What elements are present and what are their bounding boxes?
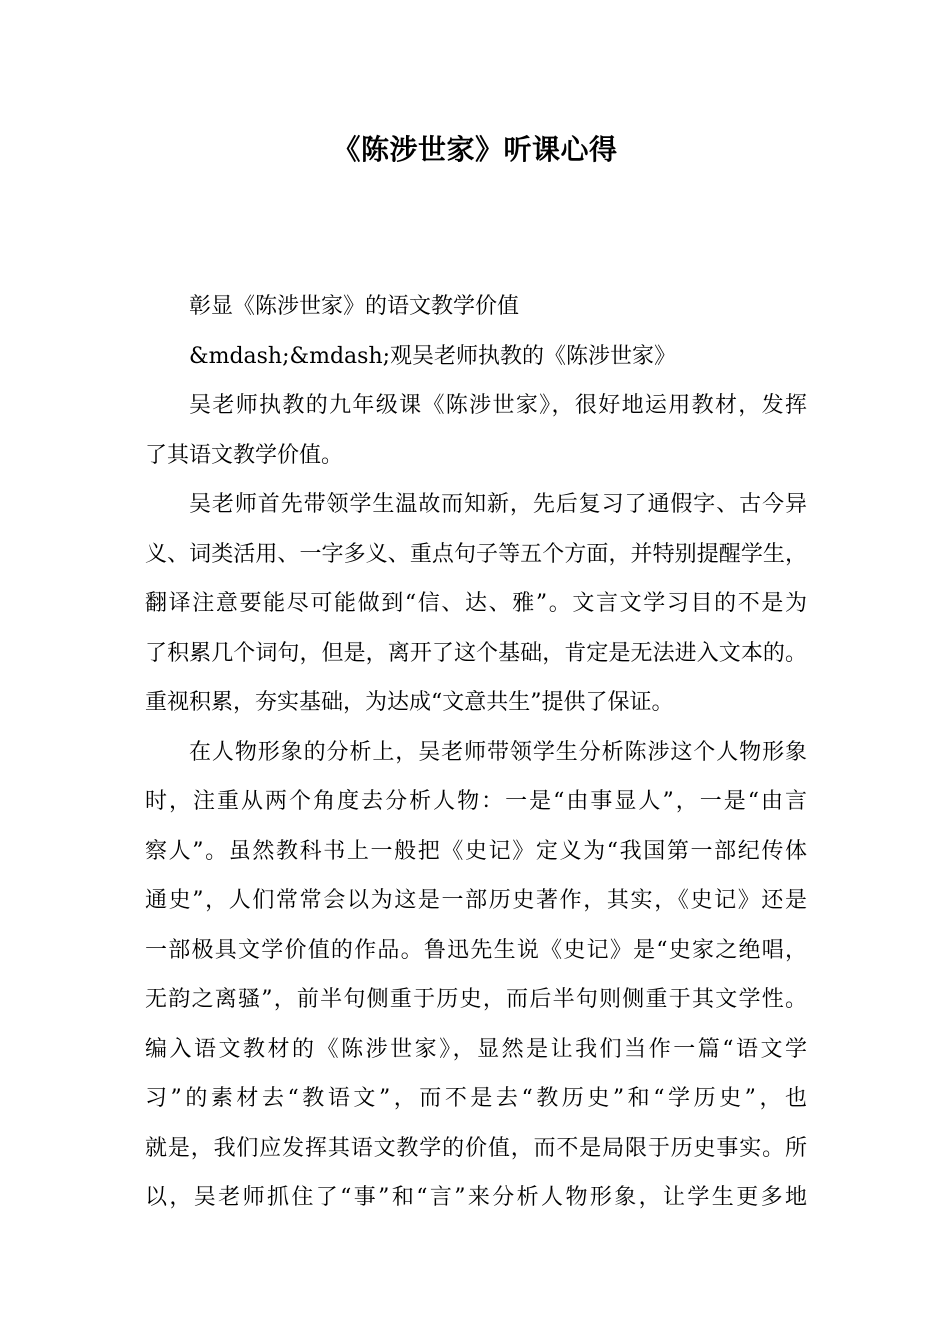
- body-line: 时，注重从两个角度去分析人物：一是“由事显人”，一是“由言: [145, 789, 807, 814]
- body-line: 了其语文教学价值。: [145, 442, 344, 468]
- body-line: 一部极具文学价值的作品。鲁迅先生说《史记》是“史家之绝唱，: [145, 937, 807, 963]
- body-line: 察人”。虽然教科书上一般把《史记》定义为“我国第一部纪传体: [145, 838, 807, 864]
- body-line: &mdash;&mdash;观吴老师执教的《陈涉世家》: [189, 343, 677, 369]
- body-line: 在人物形象的分析上，吴老师带领学生分析陈涉这个人物形象: [189, 739, 807, 765]
- body-line: 了积累几个词句，但是，离开了这个基础，肯定是无法进入文本的。: [145, 640, 807, 666]
- body-line: 吴老师首先带领学生温故而知新，先后复习了通假字、古今异: [189, 492, 807, 517]
- body-line: 通史”，人们常常会以为这是一部历史著作，其实，《史记》还是: [145, 888, 807, 913]
- body-line: 重视积累，夯实基础，为达成“文意共生”提供了保证。: [145, 690, 674, 715]
- body-line: 义、词类活用、一字多义、重点句子等五个方面，并特别提醒学生，: [145, 541, 807, 567]
- body-line: 吴老师执教的九年级课《陈涉世家》，很好地运用教材，发挥: [189, 393, 807, 418]
- document-body: [145, 282, 807, 1223]
- body-line: 就是，我们应发挥其语文教学的价值，而不是局限于历史事实。所: [145, 1135, 807, 1161]
- body-line: 彰显《陈涉世家》的语文教学价值: [189, 294, 520, 319]
- body-line: 无韵之离骚”，前半句侧重于历史，而后半句则侧重于其文学性。: [145, 987, 807, 1012]
- body-line: 翻译注意要能尽可能做到“信、达、雅”。文言文学习目的不是为: [145, 591, 807, 616]
- body-line: 习”的素材去“教语文”，而不是去“教历史”和“学历史”，也: [145, 1086, 807, 1111]
- body-line: 编入语文教材的《陈涉世家》，显然是让我们当作一篇“语文学: [145, 1036, 807, 1062]
- document-title: 《陈涉世家》听课心得: [332, 133, 618, 166]
- body-line: 以，吴老师抓住了“事”和“言”来分析人物形象，让学生更多地: [145, 1185, 807, 1210]
